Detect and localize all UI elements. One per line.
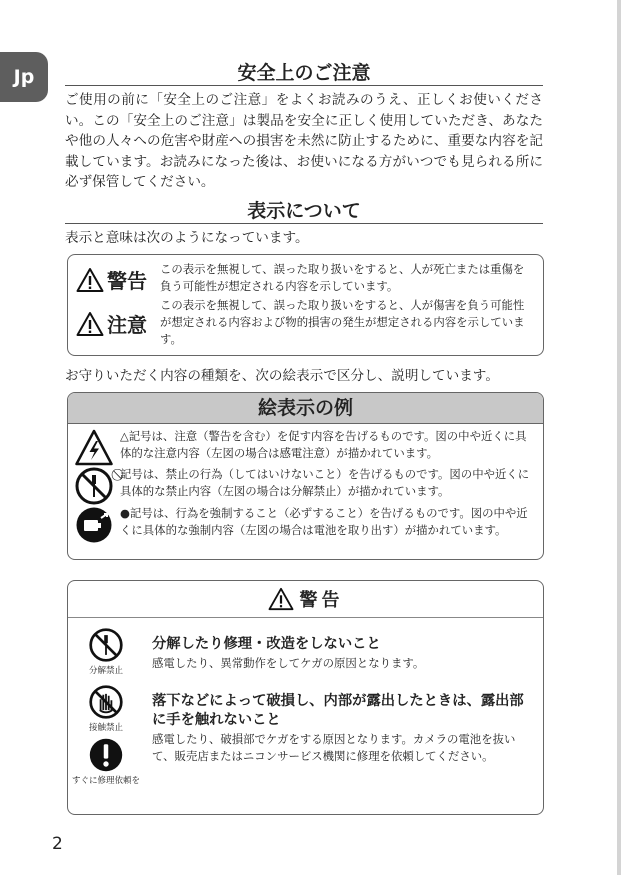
prohibited-disassembly-icon — [88, 627, 124, 663]
page-number: 2 — [52, 834, 63, 854]
page-edge-strip — [617, 0, 621, 875]
warning-shock-icon — [74, 428, 114, 468]
warning-box — [67, 580, 544, 815]
signal-text-warning: この表示を無視して、誤った取り扱いをすると、人が死亡または重傷を負う可能性が想定される内容を示しています。 — [160, 262, 525, 293]
pictogram-examples-title: 絵表示の例 — [68, 393, 543, 424]
warning-box-header — [68, 581, 543, 618]
prohibited-disassembly-icon — [74, 466, 114, 506]
warning-body-exposed: 感電したり、破損部でケガをする原因となります。カメラの電池を抜いて、販売店またはニコンサービス機関に修理を依頼してください。 — [152, 732, 516, 763]
safety-title: 安全上のご注意 — [237, 62, 371, 84]
pictogram-text-prohibited: ⃠記号は、禁止の行為（してはいけないこと）を告げるものです。図の中や近くに具体的な禁止内容（左図の場合は分解禁止）が描かれています。 — [120, 467, 530, 498]
signal-text-caution: この表示を無視して、誤った取り扱いをすると、人が傷害を負う可能性が想定される内容および物的損害の発生が想定される内容を示しています。 — [160, 298, 525, 346]
title-underline — [65, 223, 543, 224]
pictogram-text-caution: △記号は、注意（警告を含む）を促す内容を告げるものです。図の中や近くに具体的な注意内容（左図の場合は感電注意）が描かれています。 — [120, 429, 527, 460]
warning-box-title: 警告 — [299, 590, 344, 611]
symbol-label: 接触禁止 — [88, 723, 123, 733]
exclamation-circle-icon — [88, 737, 124, 773]
signal-word-caution: 注意 — [107, 313, 147, 337]
language-tab: Jp — [0, 52, 48, 102]
warning-triangle-icon — [76, 267, 104, 293]
signal-row-warning — [76, 261, 533, 295]
signal-word-warning: 警告 — [107, 269, 147, 293]
signal-word-box — [67, 254, 544, 356]
display-title: 表示について — [247, 200, 361, 222]
prohibited-touch-icon — [88, 684, 124, 720]
warning-heading-disassembly: 分解したり修理・改造をしないこと — [152, 636, 381, 652]
symbol-label: すぐに修理依頼を — [71, 776, 140, 786]
safety-intro: ご使用の前に「安全上のご注意」をよくお読みのうえ、正しくお使いください。この「安全上のご注意」は製品を安全に正しく使用していただき、あなたや他の人々への危害や財産への損害を未然に防止するために、重要な内容を記載しています。お読みになった後は、お使いになる方がいつでも見られる所に必ず保管してください。 — [65, 92, 543, 190]
pictogram-row-caution — [74, 428, 535, 468]
request-repair-symbol — [70, 737, 142, 786]
pictogram-row-prohibited — [74, 466, 535, 506]
warning-triangle-icon — [268, 587, 294, 611]
symbol-label: 分解禁止 — [88, 666, 123, 676]
display-intro: 表示と意味は次のようになっています。 — [65, 230, 309, 246]
pictogram-examples-box — [67, 392, 544, 560]
title-underline — [65, 85, 543, 86]
pictogram-row-mandatory — [74, 505, 535, 545]
warning-heading-exposed: 落下などによって破損し、内部が露出したときは、露出部に手を触れないこと — [152, 693, 524, 728]
warning-body-disassembly: 感電したり、異常動作をしてケガの原因となります。 — [152, 656, 425, 670]
no-disassembly-symbol — [79, 627, 133, 676]
pictogram-intro: お守りいただく内容の種類を、次の絵表示で区分し、説明しています。 — [65, 368, 499, 384]
caution-triangle-icon — [76, 311, 104, 337]
no-touch-symbol — [79, 684, 133, 733]
mandatory-remove-battery-icon — [74, 505, 114, 545]
pictogram-text-mandatory: ●記号は、行為を強制すること（必ずすること）を告げるものです。図の中や近くに具体的な強制内容（左図の場合は電池を取り出す）が描かれています。 — [120, 506, 528, 537]
signal-row-caution — [76, 297, 533, 348]
